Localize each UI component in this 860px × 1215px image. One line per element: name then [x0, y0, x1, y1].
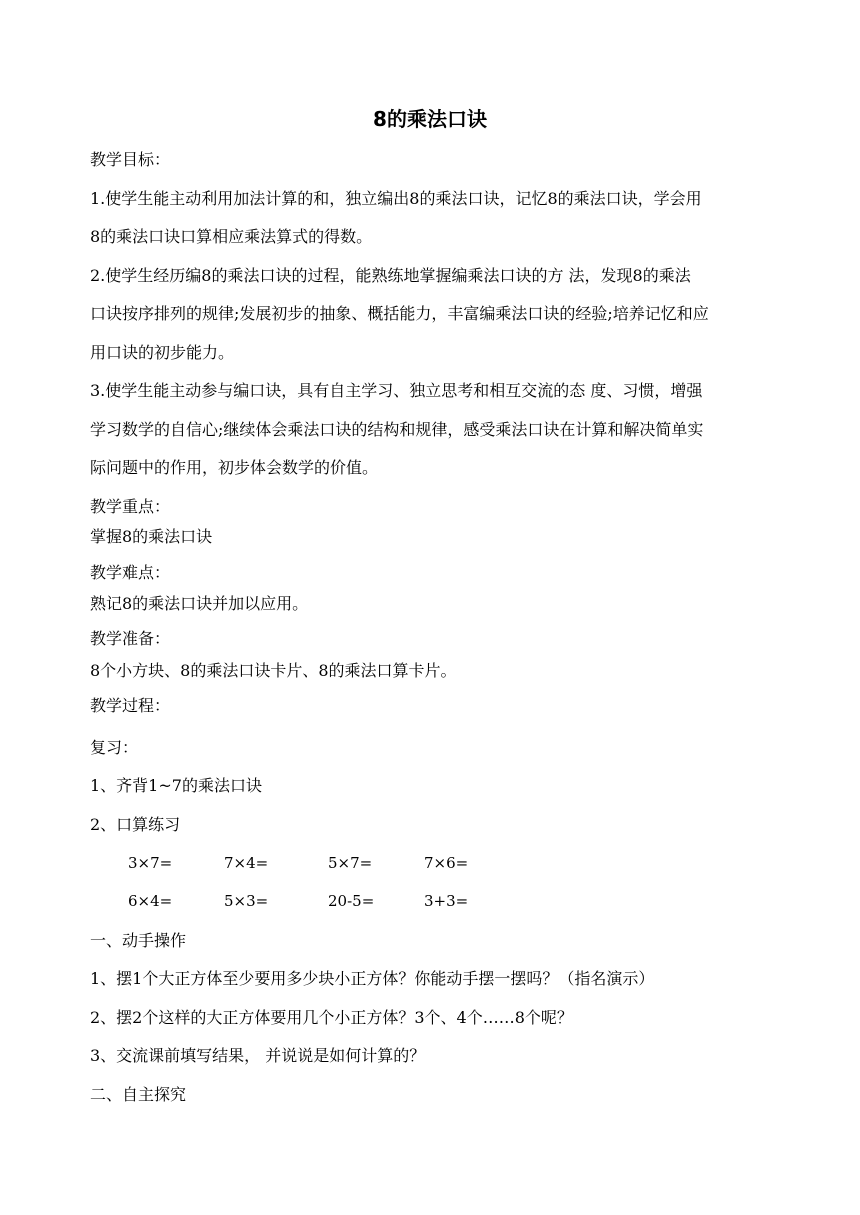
review-item-2: 2、口算练习 — [90, 815, 181, 834]
preparation-text: 8个小方块、8的乘法口诀卡片、8的乘法口算卡片。 — [90, 661, 457, 680]
document-title: 8的乘法口诀 — [373, 107, 487, 131]
key-points-heading: 教学重点： — [90, 497, 171, 516]
calc-problem: 3+3= — [424, 892, 469, 910]
objective-2-line-3: 用口诀的初步能力。 — [90, 343, 235, 362]
objective-3-line-1: 3.使学生能主动参与编口诀，具有自主学习、独立思考和相互交流的态 度、习惯，增强 — [90, 381, 703, 400]
section-1-heading: 一、动手操作 — [90, 931, 187, 950]
objective-1-line-2: 8的乘法口诀口算相应乘法算式的得数。 — [90, 227, 373, 246]
section-2-heading: 二、自主探究 — [90, 1085, 187, 1104]
operation-item-2: 2、摆2个这样的大正方体要用几个小正方体？3个、4个……8个呢？ — [90, 1008, 573, 1027]
review-heading: 复习： — [90, 738, 139, 757]
calc-problem: 5×7= — [328, 854, 373, 872]
operation-item-3: 3、交流课前填写结果， 并说说是如何计算的？ — [90, 1046, 426, 1065]
operation-item-1: 1、摆1个大正方体至少要用多少块小正方体？你能动手摆一摆吗？（指名演示） — [90, 969, 655, 988]
calc-problem: 20-5= — [328, 892, 375, 910]
preparation-heading: 教学准备： — [90, 629, 171, 648]
objective-2-line-2: 口诀按序排列的规律;发展初步的抽象、概括能力，丰富编乘法口诀的经验;培养记忆和应 — [90, 304, 709, 323]
objective-3-line-3: 际问题中的作用，初步体会数学的价值。 — [90, 458, 379, 477]
difficulty-heading: 教学难点： — [90, 563, 171, 582]
calc-problem: 5×3= — [224, 892, 269, 910]
review-item-1: 1、齐背1~7的乘法口诀 — [90, 776, 262, 795]
objective-3-line-2: 学习数学的自信心;继续体会乘法口诀的结构和规律，感受乘法口诀在计算和解决简单实 — [90, 420, 704, 439]
objectives-heading: 教学目标： — [90, 150, 171, 169]
key-points-text: 掌握8的乘法口诀 — [90, 527, 213, 546]
calc-problem: 6×4= — [128, 892, 173, 910]
calc-problem: 3×7= — [128, 854, 173, 872]
process-heading: 教学过程： — [90, 696, 171, 715]
objective-2-line-1: 2.使学生经历编8的乘法口诀的过程，能熟练地掌握编乘法口诀的方 法，发现8的乘法 — [90, 266, 691, 285]
objective-1-line-1: 1.使学生能主动利用加法计算的和，独立编出8的乘法口诀，记忆8的乘法口诀，学会用 — [90, 189, 702, 208]
difficulty-text: 熟记8的乘法口诀并加以应用。 — [90, 594, 309, 613]
calc-problem: 7×4= — [224, 854, 269, 872]
calc-problem: 7×6= — [424, 854, 469, 872]
